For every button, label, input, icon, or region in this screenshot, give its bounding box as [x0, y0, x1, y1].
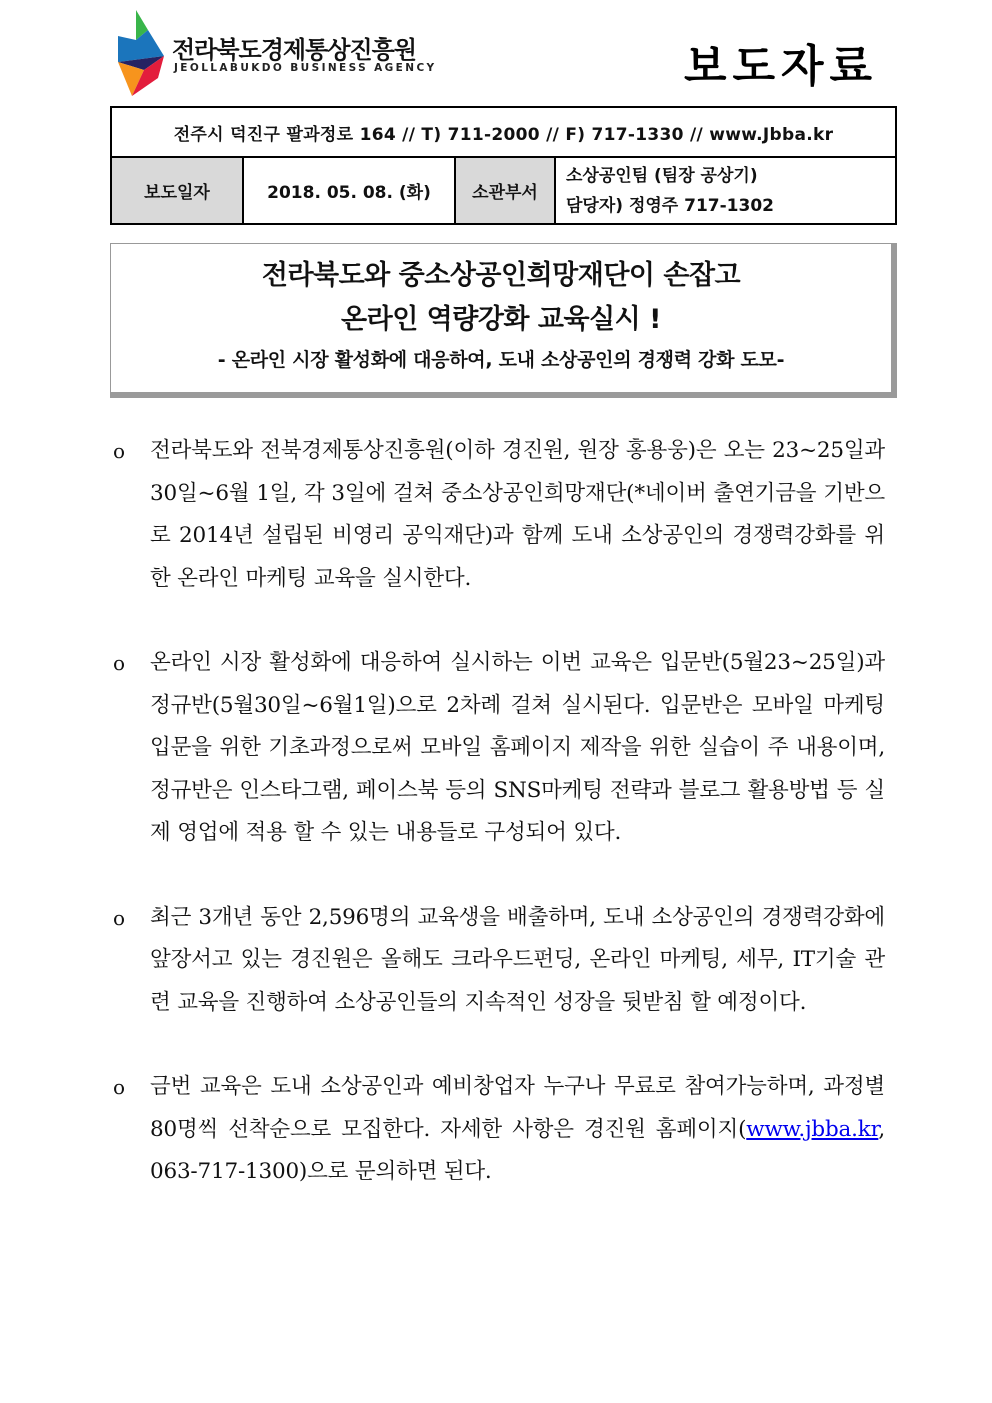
headline-box: [110, 243, 897, 398]
paragraph-text-after-link: , 063-717-1300)으로 문의하면 된다.: [150, 1116, 885, 1184]
bullet-icon: o: [113, 439, 125, 463]
paragraph-1: [110, 430, 885, 600]
paragraph-3: [110, 897, 885, 1025]
paragraph-text: 온라인 시장 활성화에 대응하여 실시하는 이번 교육은 입문반(5월23~25일)과 정규반(5월30일~6월1일)으로 2차례 걸쳐 실시된다. 입문반은 모바일 마케팅 입문을 위한 기초과정으로써 모바일 홈페이지 제작을 위한 실습이 주 내용이며, 정규반은 인스타그램, 페이스북 등의 SNS마케팅 전략과 블로그 활용방법 등 실제 영업에 적용 할 수 있는 내용들로 구성되어 있다.: [150, 650, 885, 845]
department-label: 소관부서: [455, 157, 555, 224]
department-value: [555, 157, 896, 224]
article-body: [110, 430, 885, 1194]
bullet-icon: o: [113, 1075, 125, 1099]
paragraph-4: [110, 1066, 885, 1194]
headline-line-1: 전라북도와 중소상공인희망재단이 손잡고: [261, 260, 741, 291]
document-type-title: 보도자료: [683, 41, 878, 92]
paragraph-text-before-link: 금번 교육은 도내 소상공인과 예비창업자 누구나 무료로 참여가능하며, 과정별 80명씩 선착순으로 모집한다. 자세한 사항은 경진원 홈페이지(: [150, 1074, 885, 1142]
address-line: 전주시 덕진구 팔과정로 164 // T) 711-2000 // F) 717-1330 // www.Jbba.kr: [111, 107, 896, 157]
org-name-english: JEOLLABUKDO BUSINESS AGENCY: [174, 62, 437, 74]
paragraph-text: 전라북도와 전북경제통상진흥원(이하 경진원, 원장 홍용웅)은 오는 23~25일과 30일~6월 1일, 각 3일에 걸쳐 중소상공인희망재단(*네이버 출연기금을 기반으로 2014년 설립된 비영리 공익재단)과 함께 도내 소상공인의 경쟁력강화를 위한 온라인 마케팅 교육을 실시한다.: [150, 438, 885, 591]
headline-line-2: 온라인 역량강화 교육실시 !: [341, 304, 661, 335]
paragraph-2: [110, 642, 885, 855]
headline-subtitle: - 온라인 시장 활성화에 대응하여, 도내 소상공인의 경쟁력 강화 도모-: [217, 349, 785, 371]
bullet-icon: o: [113, 905, 125, 930]
letterhead: [110, 8, 900, 100]
release-date-value: 2018. 05. 08. (화): [243, 157, 455, 224]
release-date-label: 보도일자: [111, 157, 243, 224]
homepage-link[interactable]: www.jbba.kr: [746, 1116, 879, 1142]
agency-logo-icon: [118, 10, 170, 96]
department-team: 소상공인팀 (팀장 공상기): [566, 165, 758, 186]
department-contact: 담당자) 정영주 717-1302: [566, 195, 774, 216]
contact-info-table: [110, 106, 897, 225]
org-name-korean: 전라북도경제통상진흥원: [172, 36, 417, 64]
bullet-icon: o: [113, 651, 125, 675]
paragraph-text: 최근 3개년 동안 2,596명의 교육생을 배출하며, 도내 소상공인의 경쟁력강화에 앞장서고 있는 경진원은 올해도 크라우드펀딩, 온라인 마케팅, 세무, IT기술 관련 교육을 진행하여 소상공인들의 지속적인 성장을 뒷받침 할 예정이다.: [150, 904, 885, 1015]
